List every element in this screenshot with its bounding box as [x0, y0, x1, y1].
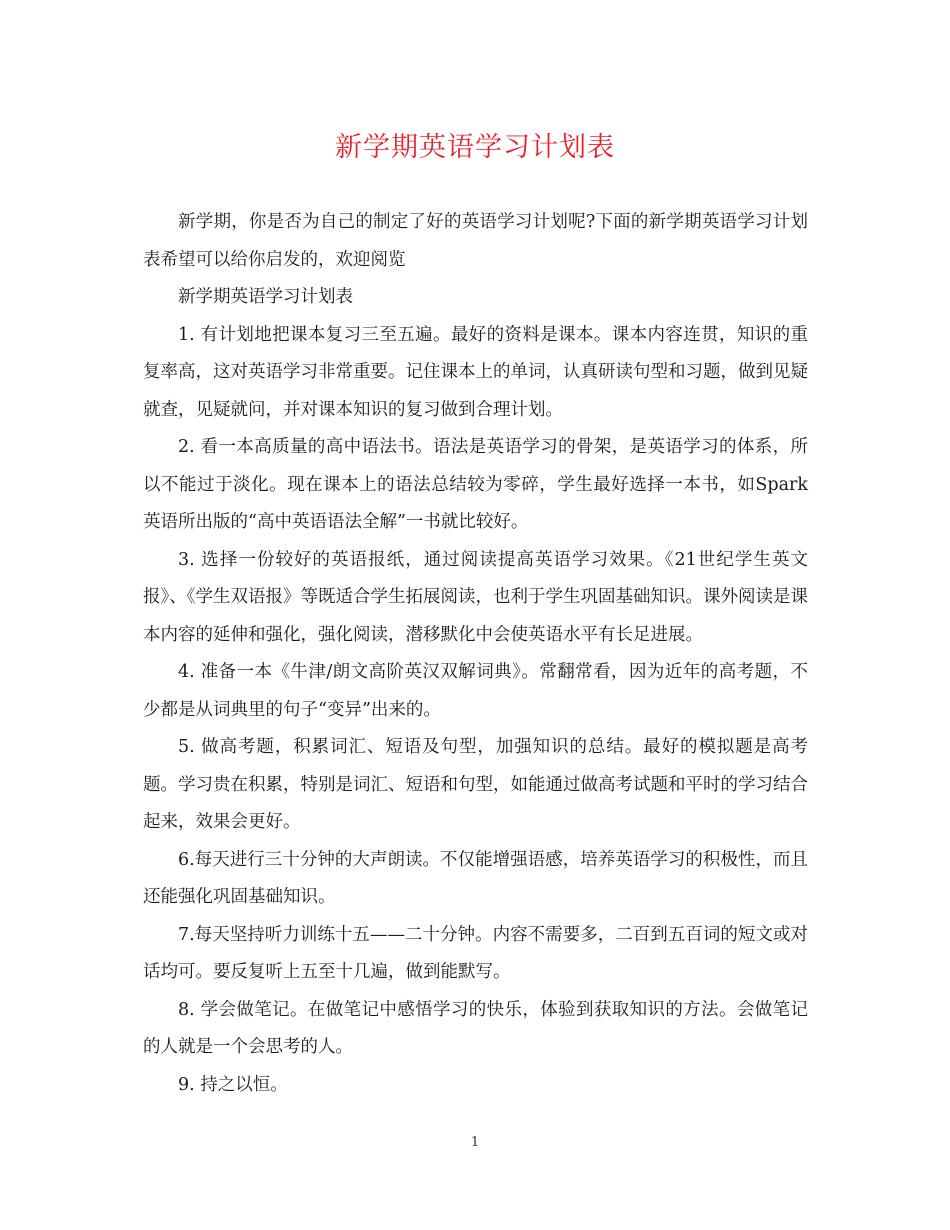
document-title: 新学期英语学习计划表: [335, 132, 615, 163]
intro-paragraph: 新学期，你是否为自己的制定了好的英语学习计划呢?下面的新学期英语学习计划表希望可以给你启发的，欢迎阅览: [143, 212, 808, 270]
list-item-3: 3. 选择一份较好的英语报纸，通过阅读提高英语学习效果。《21世纪学生英文报》、《学生双语报》等既适合学生拓展阅读，也利于学生巩固基础知识。课外阅读是课本内容的延伸和强化，强化阅读，潜移默化中会使英语水平有长足进展。: [143, 549, 808, 645]
list-item-9: 9. 持之以恒。: [178, 1074, 288, 1095]
list-item-4: 4. 准备一本《牛津/朗文高阶英汉双解词典》。常翻常看，因为近年的高考题，不少都是从词典里的句子“变异”出来的。: [143, 662, 808, 720]
list-item-2: 2. 看一本高质量的高中语法书。语法是英语学习的骨架，是英语学习的体系，所以不能过于淡化。现在课本上的语法总结较为零碎，学生最好选择一本书，如Spark英语所出版的“高中英语语法全解”一书就比较好。: [143, 437, 808, 532]
list-item-5: 5. 做高考题，积累词汇、短语及句型，加强知识的总结。最好的模拟题是高考题。学习贵在积累，特别是词汇、短语和句型，如能通过做高考试题和平时的学习结合起来，效果会更好。: [143, 737, 808, 832]
section-heading: 新学期英语学习计划表: [178, 287, 353, 307]
list-item-7: 7.每天坚持听力训练十五——二十分钟。内容不需要多，二百到五百词的短文或对话均可。要反复听上五至十几遍，做到能默写。: [143, 924, 808, 982]
list-item-6: 6.每天进行三十分钟的大声朗读。不仅能增强语感，培养英语学习的积极性，而且还能强化巩固基础知识。: [143, 849, 808, 907]
list-item-8: 8. 学会做笔记。在做笔记中感悟学习的快乐，体验到获取知识的方法。会做笔记的人就是一个会思考的人。: [143, 999, 808, 1057]
page-number: 1: [470, 1135, 480, 1150]
list-item-1: 1. 有计划地把课本复习三至五遍。最好的资料是课本。课本内容连贯，知识的重复率高，这对英语学习非常重要。记住课本上的单词，认真研读句型和习题，做到见疑就查，见疑就问，并对课本知识的复习做到合理计划。: [143, 324, 808, 420]
document-body: [143, 204, 808, 1104]
